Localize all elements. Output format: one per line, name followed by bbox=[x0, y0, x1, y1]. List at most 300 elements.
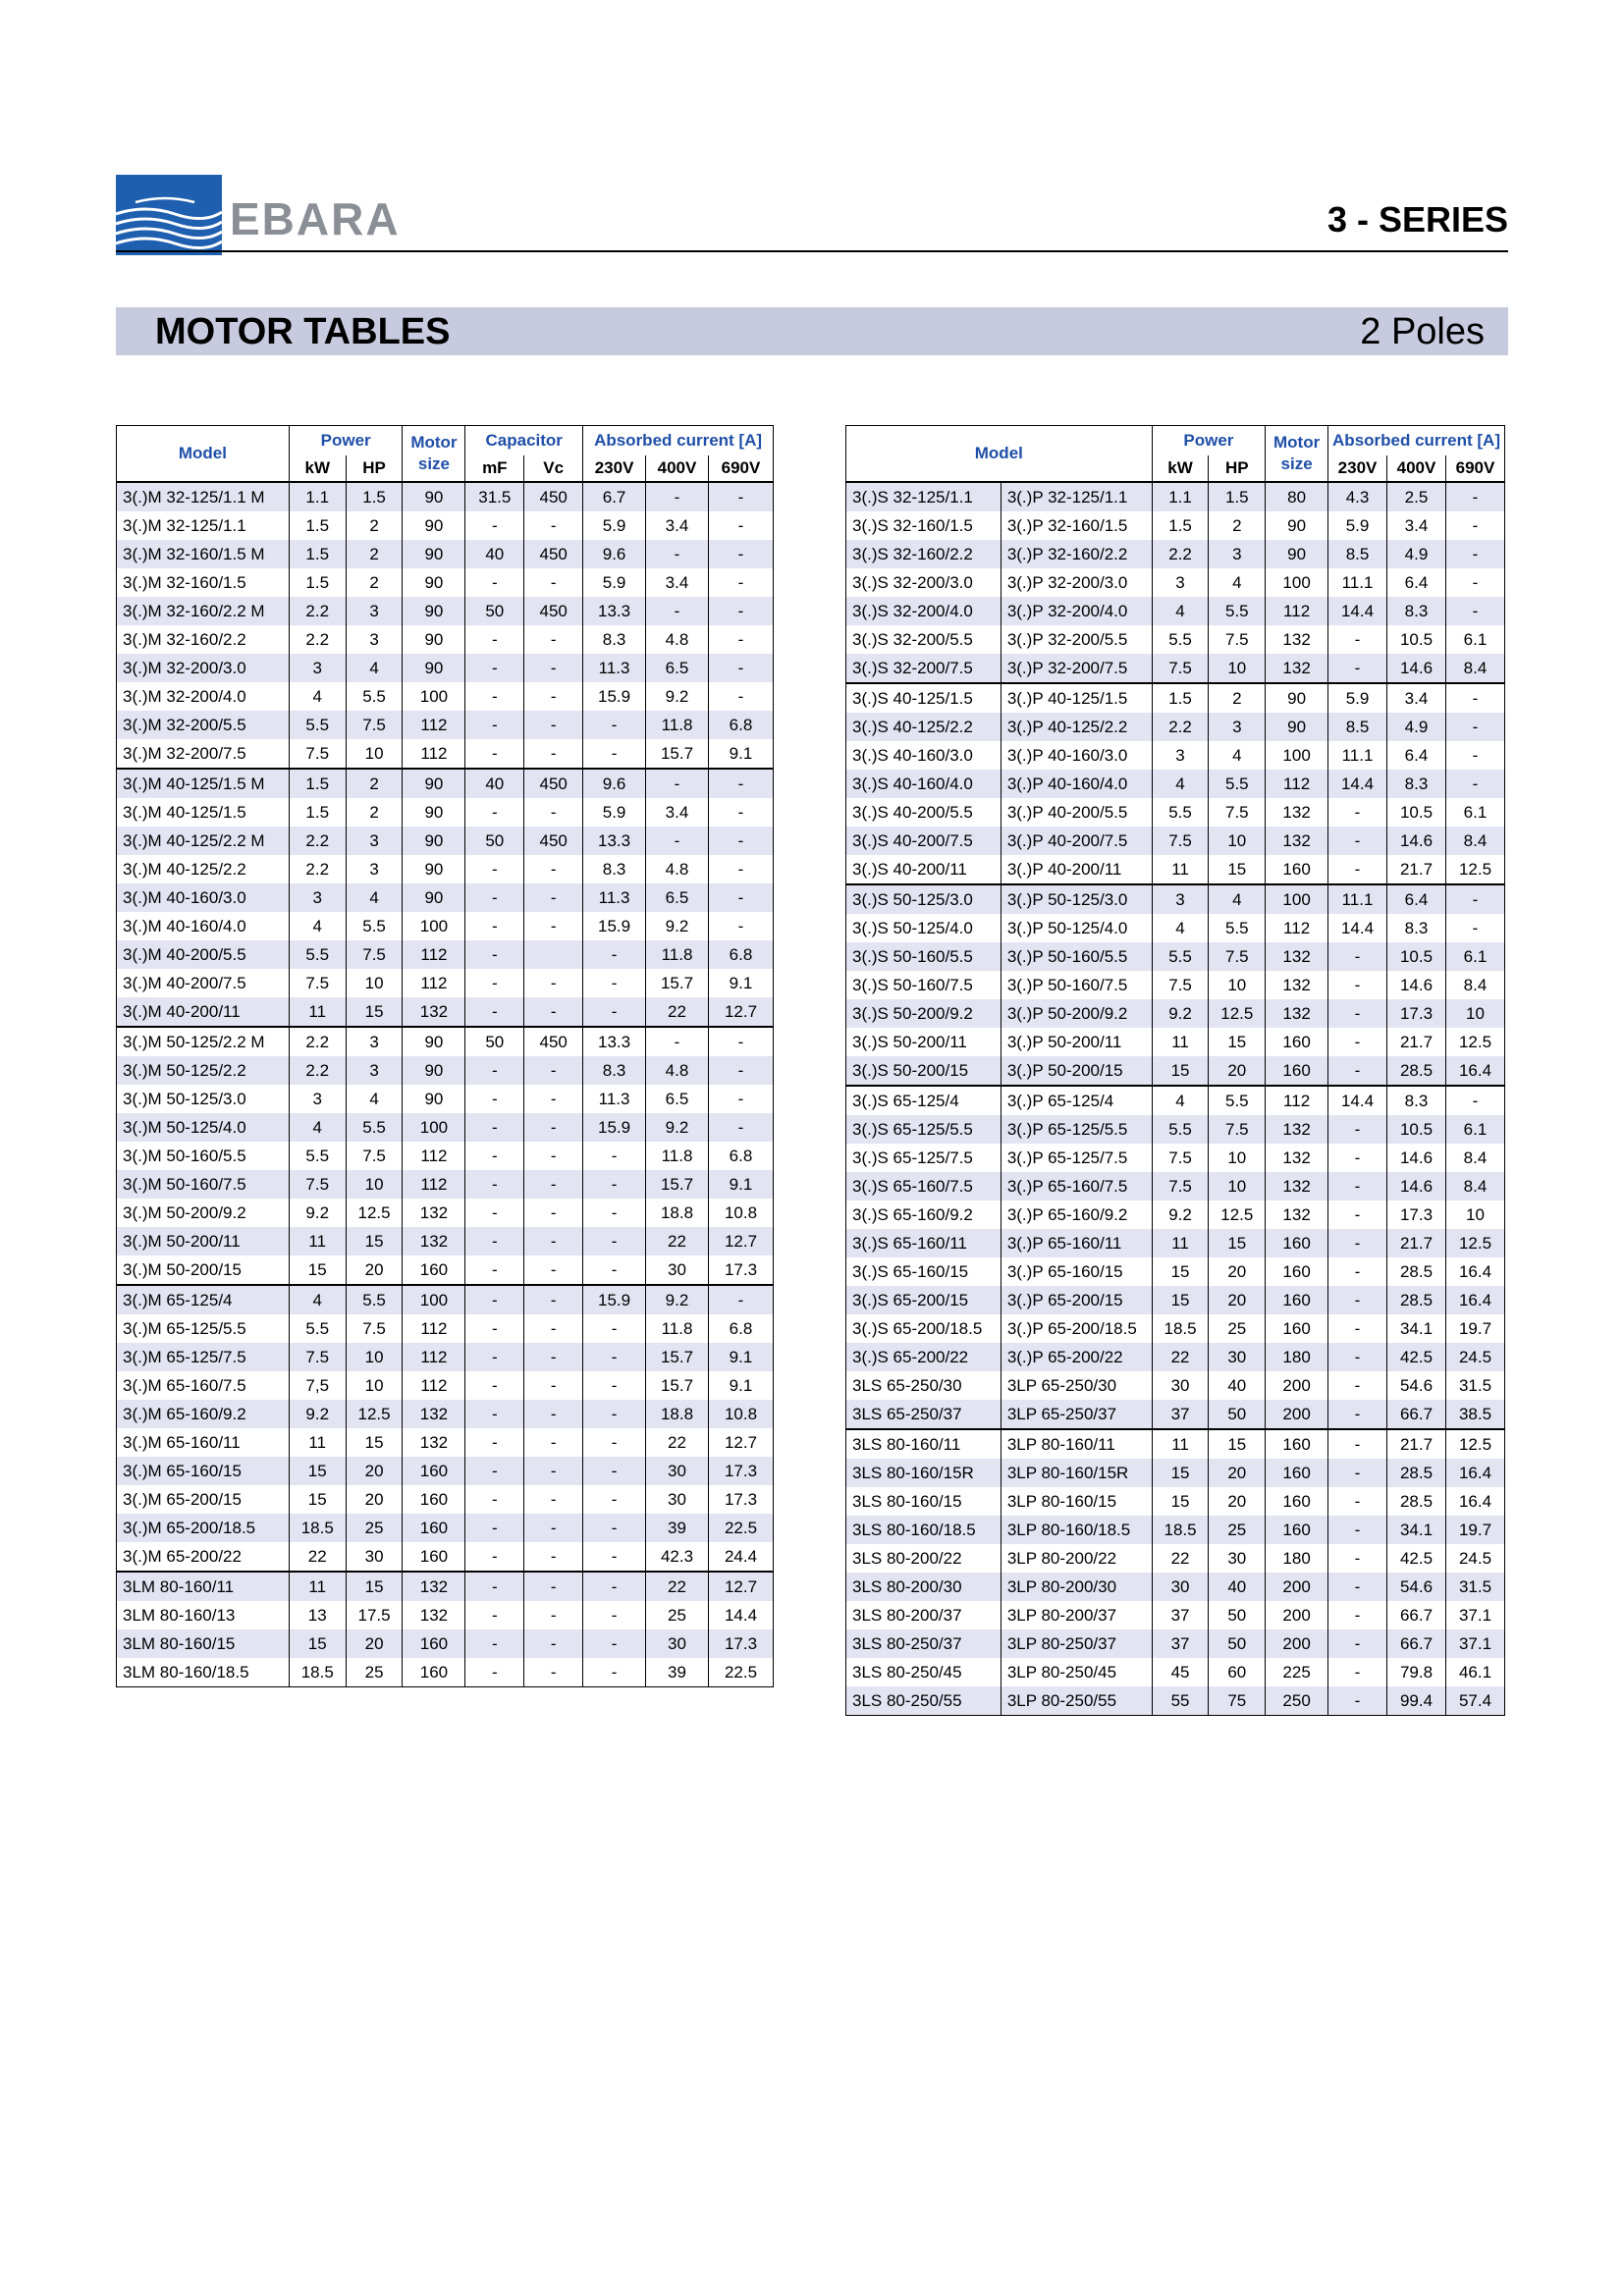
table-row bbox=[846, 942, 1505, 971]
table-cell: - bbox=[524, 1113, 583, 1142]
table-cell: 132 bbox=[1266, 1144, 1328, 1172]
table-cell: 3LM 80-160/11 bbox=[117, 1572, 290, 1601]
table-cell: 3(.)P 65-200/22 bbox=[1001, 1343, 1152, 1371]
table-cell: 3(.)M 50-125/4.0 bbox=[117, 1113, 290, 1142]
table-cell: 5.5 bbox=[1209, 914, 1266, 942]
table-cell: 90 bbox=[403, 511, 465, 540]
table-cell: 9.2 bbox=[646, 912, 709, 940]
table-cell: 16.4 bbox=[1445, 1056, 1504, 1086]
table-cell: 15 bbox=[1209, 1028, 1266, 1056]
table-cell: 3(.)M 40-125/2.2 M bbox=[117, 827, 290, 855]
table-cell: - bbox=[1328, 999, 1387, 1028]
table-cell: 79.8 bbox=[1387, 1658, 1446, 1686]
table-cell: - bbox=[708, 511, 773, 540]
table-cell: - bbox=[583, 1170, 646, 1199]
table-cell: 132 bbox=[1266, 625, 1328, 654]
table1-body bbox=[117, 482, 774, 1687]
table-cell: - bbox=[465, 1485, 524, 1514]
table-cell: 3LP 80-250/55 bbox=[1001, 1686, 1152, 1716]
table-cell: 3(.)M 32-200/4.0 bbox=[123, 687, 246, 706]
table-cell: 3(.)M 40-160/3.0 bbox=[117, 883, 290, 912]
table-cell: 3(.)P 32-200/4.0 bbox=[1001, 597, 1152, 625]
table-cell: 3 bbox=[346, 827, 403, 855]
table-cell: - bbox=[583, 1514, 646, 1542]
table-cell: - bbox=[708, 654, 773, 682]
table-cell: 15 bbox=[1152, 1056, 1209, 1086]
table-cell: 10.8 bbox=[708, 1199, 773, 1227]
table-cell: 3(.)M 40-160/4.0 bbox=[123, 917, 246, 935]
table-cell: - bbox=[465, 1113, 524, 1142]
table-cell: - bbox=[1445, 568, 1504, 597]
table-row bbox=[846, 1286, 1505, 1314]
table-row bbox=[846, 1229, 1505, 1257]
table-cell: 14.6 bbox=[1387, 1172, 1446, 1201]
table-cell: 10.5 bbox=[1387, 625, 1446, 654]
table-cell: - bbox=[583, 997, 646, 1027]
table-cell: 11 bbox=[289, 997, 346, 1027]
table-cell: 22 bbox=[1152, 1343, 1209, 1371]
table-cell: 3(.)S 32-125/1.1 bbox=[846, 482, 1001, 511]
230v-header: 230V bbox=[1328, 455, 1387, 482]
power-header: Power bbox=[289, 426, 403, 456]
table-cell: 4.9 bbox=[1387, 713, 1446, 741]
table-cell: 90 bbox=[1266, 540, 1328, 568]
table-row bbox=[846, 1343, 1505, 1371]
table-cell: 132 bbox=[1266, 1201, 1328, 1229]
table-cell: - bbox=[465, 654, 524, 682]
table-cell: 22.5 bbox=[708, 1514, 773, 1542]
table-cell: 39 bbox=[646, 1658, 709, 1687]
table-cell: 15.9 bbox=[583, 1113, 646, 1142]
table-cell: 160 bbox=[403, 1658, 465, 1687]
table-cell: 7.5 bbox=[346, 1314, 403, 1343]
table-cell: 3(.)M 32-200/3.0 bbox=[117, 654, 290, 682]
table-cell: 4 bbox=[1209, 568, 1266, 597]
table-cell: - bbox=[465, 1400, 524, 1428]
table-cell: - bbox=[1445, 741, 1504, 770]
table-cell: 3(.)M 40-200/7.5 bbox=[123, 974, 246, 992]
table-cell: 5.9 bbox=[1328, 511, 1387, 540]
table-cell: 42.5 bbox=[1387, 1544, 1446, 1573]
table-cell: 12.5 bbox=[1445, 1429, 1504, 1459]
table-cell: 3(.)M 32-160/1.5 bbox=[123, 573, 246, 592]
table-row bbox=[846, 654, 1505, 683]
table-cell: 66.7 bbox=[1387, 1601, 1446, 1629]
table-cell: 3LP 80-250/37 bbox=[1001, 1629, 1152, 1658]
table-row bbox=[846, 1400, 1505, 1429]
table-cell: 3(.)P 40-160/3.0 bbox=[1001, 741, 1152, 770]
table-cell: 160 bbox=[1266, 1487, 1328, 1516]
table-cell: 200 bbox=[1266, 1371, 1328, 1400]
table-cell: - bbox=[465, 1514, 524, 1542]
table-cell: 31.5 bbox=[465, 482, 524, 511]
table-cell: - bbox=[465, 682, 524, 711]
table-cell: - bbox=[524, 1371, 583, 1400]
table-cell: - bbox=[583, 969, 646, 997]
table-cell: 200 bbox=[1266, 1629, 1328, 1658]
table-cell: 2 bbox=[346, 798, 403, 827]
table-cell: - bbox=[1328, 1144, 1387, 1172]
table-cell: - bbox=[1328, 1629, 1387, 1658]
table-cell: 60 bbox=[1209, 1658, 1266, 1686]
table-cell: 22 bbox=[289, 1542, 346, 1572]
table-cell: - bbox=[1328, 1573, 1387, 1601]
400v-header: 400V bbox=[646, 455, 709, 482]
table-row bbox=[846, 1459, 1505, 1487]
table-cell: - bbox=[583, 1343, 646, 1371]
table-cell: 14.4 bbox=[708, 1601, 773, 1629]
table-cell: 90 bbox=[403, 883, 465, 912]
table-cell: 2.2 bbox=[289, 597, 346, 625]
table-row bbox=[846, 1601, 1505, 1629]
table-cell: 1.5 bbox=[289, 769, 346, 798]
table-cell: 8.3 bbox=[1387, 597, 1446, 625]
table-cell: 5.5 bbox=[1152, 1115, 1209, 1144]
table-cell: 8.4 bbox=[1445, 1172, 1504, 1201]
table-cell: 11.3 bbox=[583, 1085, 646, 1113]
table-cell: 8.4 bbox=[1445, 654, 1504, 683]
table-cell: 3 bbox=[289, 654, 346, 682]
table-row bbox=[117, 1285, 774, 1314]
table-cell: - bbox=[1328, 1172, 1387, 1201]
table-cell: 11.3 bbox=[583, 654, 646, 682]
table-cell: - bbox=[1328, 1487, 1387, 1516]
table-cell: 9.2 bbox=[646, 1285, 709, 1314]
table-cell: 3LM 80-160/15 bbox=[117, 1629, 290, 1658]
table-cell: 3(.)M 65-200/18.5 bbox=[117, 1514, 290, 1542]
table-cell: - bbox=[583, 711, 646, 739]
table-cell: 3(.)M 32-200/5.5 bbox=[117, 711, 290, 739]
table-cell: 132 bbox=[1266, 798, 1328, 827]
table-cell: 9.1 bbox=[708, 969, 773, 997]
table-cell: 20 bbox=[1209, 1257, 1266, 1286]
table-cell: 3.4 bbox=[646, 568, 709, 597]
table-row bbox=[846, 1115, 1505, 1144]
table-cell: 4 bbox=[289, 1113, 346, 1142]
table-row bbox=[117, 711, 774, 739]
table-cell: 14.6 bbox=[1387, 971, 1446, 999]
kw-header: kW bbox=[289, 455, 346, 482]
table-cell: 3(.)P 32-200/5.5 bbox=[1001, 625, 1152, 654]
table-cell: 160 bbox=[403, 1255, 465, 1285]
table-cell: 7.5 bbox=[1152, 1144, 1209, 1172]
table-cell: 3(.)P 50-125/3.0 bbox=[1001, 884, 1152, 914]
table-cell: 90 bbox=[403, 1056, 465, 1085]
table-cell: 4.3 bbox=[1328, 482, 1387, 511]
table-row bbox=[117, 1056, 774, 1085]
table-cell: 9.2 bbox=[1152, 1201, 1209, 1229]
table-cell: 15 bbox=[1152, 1286, 1209, 1314]
table-cell: 12.5 bbox=[1445, 1229, 1504, 1257]
table-cell: - bbox=[583, 1629, 646, 1658]
table-cell: 3(.)P 65-160/9.2 bbox=[1001, 1201, 1152, 1229]
table-cell: 42.3 bbox=[646, 1542, 709, 1572]
table-cell: 15.9 bbox=[583, 1285, 646, 1314]
table-cell: 3(.)M 50-200/11 bbox=[117, 1227, 290, 1255]
table-cell: - bbox=[708, 912, 773, 940]
table-cell: 3(.)S 32-200/4.0 bbox=[846, 597, 1001, 625]
table-cell: 112 bbox=[1266, 914, 1328, 942]
table-cell: 3(.)P 32-200/3.0 bbox=[1001, 568, 1152, 597]
table-cell: - bbox=[1445, 683, 1504, 713]
table-cell: 39 bbox=[646, 1514, 709, 1542]
table-cell: 20 bbox=[346, 1255, 403, 1285]
table-cell: 3(.)S 40-125/2.2 bbox=[846, 713, 1001, 741]
table-cell: 160 bbox=[1266, 1229, 1328, 1257]
table-cell: 3LP 80-200/30 bbox=[1001, 1573, 1152, 1601]
table-cell: 3(.)P 50-160/5.5 bbox=[1001, 942, 1152, 971]
table-cell: - bbox=[708, 1285, 773, 1314]
table-cell: 3(.)P 65-160/11 bbox=[1001, 1229, 1152, 1257]
table-cell: 4.8 bbox=[646, 1056, 709, 1085]
table-cell: 160 bbox=[1266, 1516, 1328, 1544]
table-row bbox=[117, 1113, 774, 1142]
table-cell: 3(.)S 65-200/18.5 bbox=[852, 1319, 983, 1338]
table-cell: 4 bbox=[346, 654, 403, 682]
table-row bbox=[117, 654, 774, 682]
table-cell: 3(.)S 32-160/2.2 bbox=[846, 540, 1001, 568]
table-row bbox=[117, 1199, 774, 1227]
table-cell: - bbox=[465, 625, 524, 654]
table-cell: 250 bbox=[1266, 1686, 1328, 1716]
table-cell: - bbox=[646, 1027, 709, 1056]
table-cell: 7.5 bbox=[289, 1170, 346, 1199]
table-cell: 50 bbox=[1209, 1601, 1266, 1629]
table-cell: 3(.)S 50-125/4.0 bbox=[852, 919, 973, 937]
kw-header: kW bbox=[1152, 455, 1209, 482]
table-cell: - bbox=[708, 827, 773, 855]
table-cell: 1.5 bbox=[346, 482, 403, 511]
table-row bbox=[846, 1658, 1505, 1686]
table-cell: 22 bbox=[646, 1227, 709, 1255]
table-cell: 8.3 bbox=[1387, 770, 1446, 798]
table-cell: 28.5 bbox=[1387, 1487, 1446, 1516]
table-cell: 31.5 bbox=[1445, 1371, 1504, 1400]
table-cell: - bbox=[708, 769, 773, 798]
table-row bbox=[117, 1629, 774, 1658]
table-cell: - bbox=[708, 597, 773, 625]
table-cell: 1.5 bbox=[1209, 482, 1266, 511]
table-cell: 160 bbox=[1266, 1056, 1328, 1086]
table-row bbox=[117, 1170, 774, 1199]
table-cell: 90 bbox=[403, 855, 465, 883]
table-cell: 15 bbox=[1152, 1257, 1209, 1286]
table-cell: 4 bbox=[289, 682, 346, 711]
table-cell: 5.5 bbox=[289, 1142, 346, 1170]
table-cell: 90 bbox=[1266, 511, 1328, 540]
table-cell: 50 bbox=[465, 597, 524, 625]
table-cell: - bbox=[583, 1457, 646, 1485]
table-cell: 10 bbox=[346, 1343, 403, 1371]
table-cell: 80 bbox=[1266, 482, 1328, 511]
table-cell: 12.5 bbox=[1445, 855, 1504, 884]
table-cell: 30 bbox=[1152, 1573, 1209, 1601]
table-row bbox=[117, 1485, 774, 1514]
table-cell: 3(.)S 40-200/11 bbox=[852, 860, 967, 879]
table-cell: 10 bbox=[346, 1371, 403, 1400]
table-cell: - bbox=[524, 1085, 583, 1113]
table-cell: 8.3 bbox=[583, 1056, 646, 1085]
table-cell: - bbox=[524, 1343, 583, 1371]
table-cell: 5.9 bbox=[583, 568, 646, 597]
table-cell: - bbox=[465, 940, 524, 969]
table-cell: 3(.)M 50-125/2.2 M bbox=[117, 1027, 290, 1056]
table-cell: 2 bbox=[1209, 511, 1266, 540]
table-cell: 6.5 bbox=[646, 883, 709, 912]
table-cell: - bbox=[465, 1199, 524, 1227]
table-cell: - bbox=[646, 482, 709, 511]
table-cell: 11.8 bbox=[646, 1142, 709, 1170]
table-cell: 50 bbox=[465, 827, 524, 855]
table-cell: 14.4 bbox=[1328, 1086, 1387, 1115]
table-cell: 2.2 bbox=[1152, 713, 1209, 741]
table-cell: - bbox=[646, 597, 709, 625]
table-cell: 132 bbox=[403, 1572, 465, 1601]
table-cell: 3(.)S 50-200/9.2 bbox=[846, 999, 1001, 1028]
table-cell: 17.3 bbox=[1387, 999, 1446, 1028]
table-row bbox=[117, 1371, 774, 1400]
table-cell: 90 bbox=[403, 540, 465, 568]
table-cell: 40 bbox=[465, 540, 524, 568]
table-row bbox=[846, 713, 1505, 741]
table-cell: 5.5 bbox=[1152, 942, 1209, 971]
table-cell: - bbox=[708, 1113, 773, 1142]
table-cell: 22 bbox=[646, 1428, 709, 1457]
table-cell: 132 bbox=[403, 1601, 465, 1629]
table-cell: 3 bbox=[1209, 713, 1266, 741]
table-cell: 3(.)S 65-125/5.5 bbox=[846, 1115, 1001, 1144]
table-cell: 112 bbox=[403, 1170, 465, 1199]
table-cell: - bbox=[1328, 625, 1387, 654]
table-row bbox=[846, 1487, 1505, 1516]
table-cell: 132 bbox=[403, 1199, 465, 1227]
motor-size-header: Motor size bbox=[403, 426, 465, 483]
table2-body bbox=[846, 482, 1505, 1716]
table-cell: 3(.)M 65-125/7.5 bbox=[117, 1343, 290, 1371]
header-divider bbox=[116, 250, 1508, 252]
table-cell: - bbox=[1328, 1544, 1387, 1573]
table-row bbox=[846, 1028, 1505, 1056]
table-cell: - bbox=[465, 1056, 524, 1085]
table-cell: 450 bbox=[524, 540, 583, 568]
table-row bbox=[117, 1658, 774, 1687]
table-cell: - bbox=[465, 1572, 524, 1601]
table-cell: - bbox=[583, 1601, 646, 1629]
table-cell: 3(.)M 50-160/7.5 bbox=[117, 1170, 290, 1199]
table-cell: 3LS 80-250/45 bbox=[852, 1663, 962, 1682]
table-cell: 24.5 bbox=[1445, 1343, 1504, 1371]
table-cell: 3LP 80-200/37 bbox=[1001, 1601, 1152, 1629]
table-cell: 5.5 bbox=[1152, 625, 1209, 654]
table-cell: 12.7 bbox=[708, 1428, 773, 1457]
table-cell: 28.5 bbox=[1387, 1257, 1446, 1286]
table-cell: 112 bbox=[403, 711, 465, 739]
table-cell: 30 bbox=[646, 1457, 709, 1485]
table-cell: 132 bbox=[403, 1400, 465, 1428]
table-row bbox=[846, 482, 1505, 511]
table-cell: 7.5 bbox=[289, 1343, 346, 1371]
table-cell: 9.2 bbox=[289, 1400, 346, 1428]
table-cell: - bbox=[465, 1371, 524, 1400]
table-cell: 8.4 bbox=[1445, 827, 1504, 855]
table-cell: - bbox=[465, 1085, 524, 1113]
table-cell: 2 bbox=[346, 540, 403, 568]
table-cell: 3(.)S 65-160/15 bbox=[852, 1262, 969, 1281]
table-cell: - bbox=[1328, 1343, 1387, 1371]
table-cell: 3(.)P 65-160/15 bbox=[1001, 1257, 1152, 1286]
table-row bbox=[117, 769, 774, 798]
table-cell: 54.6 bbox=[1387, 1573, 1446, 1601]
table-cell: 90 bbox=[403, 798, 465, 827]
table-row bbox=[846, 798, 1505, 827]
table-row bbox=[117, 1142, 774, 1170]
table-cell: 6.8 bbox=[708, 711, 773, 739]
absorbed-current-header: Absorbed current [A] bbox=[583, 426, 774, 456]
table-row bbox=[846, 884, 1505, 914]
table-cell: 4 bbox=[1152, 597, 1209, 625]
table-cell: 112 bbox=[1266, 770, 1328, 798]
table-cell: 7.5 bbox=[346, 940, 403, 969]
hp-header: HP bbox=[1209, 455, 1266, 482]
table-cell: - bbox=[524, 997, 583, 1027]
table-cell: 3(.)S 40-160/3.0 bbox=[852, 746, 973, 765]
table-cell: 3LS 65-250/37 bbox=[846, 1400, 1001, 1429]
table-cell: - bbox=[1328, 798, 1387, 827]
table-cell: 90 bbox=[403, 482, 465, 511]
table-cell: - bbox=[1328, 1314, 1387, 1343]
table-cell: 15 bbox=[289, 1485, 346, 1514]
table-cell: 112 bbox=[403, 940, 465, 969]
table-cell: 3(.)M 65-200/15 bbox=[123, 1490, 242, 1509]
table-cell: - bbox=[1445, 770, 1504, 798]
table-cell: 5.5 bbox=[346, 682, 403, 711]
table-cell: 3 bbox=[346, 625, 403, 654]
table-cell: - bbox=[1328, 1658, 1387, 1686]
table-cell: 14.4 bbox=[1328, 770, 1387, 798]
table-cell: 3(.)M 40-125/1.5 M bbox=[117, 769, 290, 798]
table-cell: 3(.)S 50-160/7.5 bbox=[852, 976, 973, 994]
motor-table-three-phase bbox=[845, 425, 1505, 1716]
table-cell: - bbox=[465, 969, 524, 997]
table-cell: 25 bbox=[1209, 1314, 1266, 1343]
table-cell: 6.1 bbox=[1445, 798, 1504, 827]
table-cell: - bbox=[708, 883, 773, 912]
table-cell: 200 bbox=[1266, 1601, 1328, 1629]
table-cell: 3(.)M 65-125/4 bbox=[117, 1285, 290, 1314]
table-cell: 160 bbox=[1266, 1429, 1328, 1459]
table-cell: 28.5 bbox=[1387, 1286, 1446, 1314]
mf-header: mF bbox=[465, 455, 524, 482]
table-cell: 3(.)P 40-125/2.2 bbox=[1001, 713, 1152, 741]
table-cell: 3(.)S 65-160/9.2 bbox=[852, 1205, 973, 1224]
table-cell: 160 bbox=[403, 1485, 465, 1514]
table-cell: 112 bbox=[403, 1343, 465, 1371]
table-cell: - bbox=[524, 1285, 583, 1314]
table-cell: 7.5 bbox=[1209, 798, 1266, 827]
table-cell: 54.6 bbox=[1387, 1371, 1446, 1400]
table-cell: 11.1 bbox=[1328, 741, 1387, 770]
table-cell: 200 bbox=[1266, 1573, 1328, 1601]
table-cell: 3(.)S 65-160/11 bbox=[846, 1229, 1001, 1257]
table-cell: 132 bbox=[1266, 999, 1328, 1028]
table-cell: 2.2 bbox=[289, 855, 346, 883]
table-cell: 22 bbox=[646, 1572, 709, 1601]
table-row bbox=[846, 855, 1505, 884]
table-row bbox=[846, 741, 1505, 770]
table-cell: 10 bbox=[1209, 827, 1266, 855]
table-cell: 3 bbox=[1152, 884, 1209, 914]
table-cell: 3(.)M 65-160/11 bbox=[123, 1433, 241, 1452]
